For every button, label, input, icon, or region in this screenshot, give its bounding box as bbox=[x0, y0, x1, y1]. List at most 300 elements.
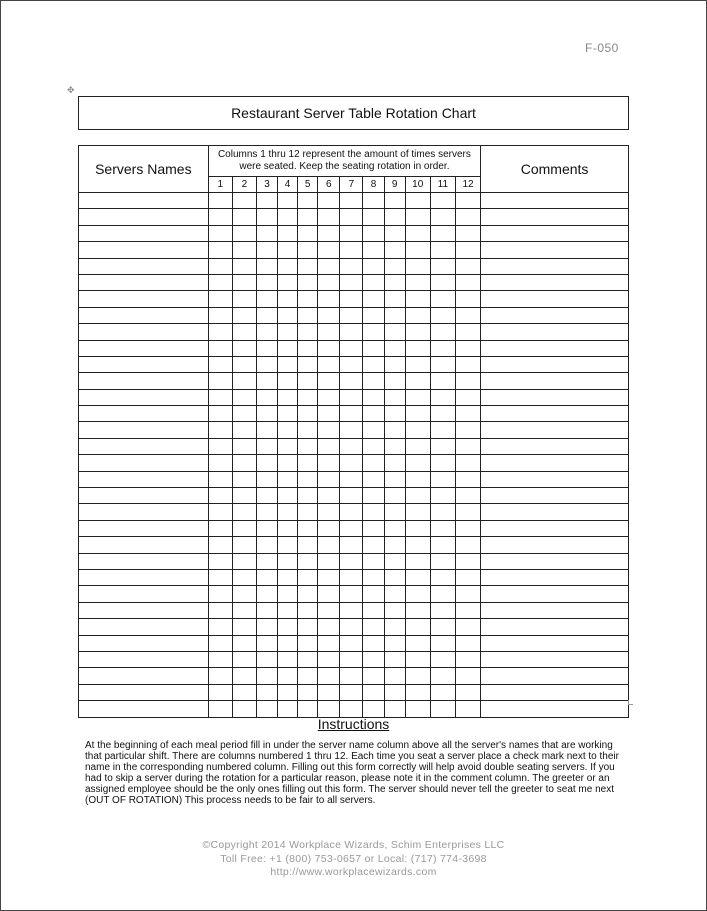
seating-count-cell[interactable] bbox=[208, 274, 232, 290]
seating-count-cell[interactable] bbox=[455, 651, 480, 667]
seating-count-cell[interactable] bbox=[208, 537, 232, 553]
seating-count-cell[interactable] bbox=[455, 274, 480, 290]
server-name-cell[interactable] bbox=[79, 340, 209, 356]
seating-count-cell[interactable] bbox=[256, 389, 277, 405]
server-name-cell[interactable] bbox=[79, 553, 209, 569]
seating-count-cell[interactable] bbox=[455, 438, 480, 454]
seating-count-cell[interactable] bbox=[363, 242, 384, 258]
seating-count-cell[interactable] bbox=[430, 668, 455, 684]
seating-count-cell[interactable] bbox=[232, 537, 256, 553]
seating-count-cell[interactable] bbox=[430, 406, 455, 422]
seating-count-cell[interactable] bbox=[232, 455, 256, 471]
comment-cell[interactable] bbox=[481, 471, 629, 487]
seating-count-cell[interactable] bbox=[340, 488, 363, 504]
server-name-cell[interactable] bbox=[79, 291, 209, 307]
comment-cell[interactable] bbox=[481, 619, 629, 635]
seating-count-cell[interactable] bbox=[455, 406, 480, 422]
seating-count-cell[interactable] bbox=[298, 389, 318, 405]
comment-cell[interactable] bbox=[481, 373, 629, 389]
seating-count-cell[interactable] bbox=[232, 373, 256, 389]
seating-count-cell[interactable] bbox=[318, 291, 340, 307]
seating-count-cell[interactable] bbox=[455, 193, 480, 209]
seating-count-cell[interactable] bbox=[208, 258, 232, 274]
seating-count-cell[interactable] bbox=[455, 569, 480, 585]
seating-count-cell[interactable] bbox=[430, 438, 455, 454]
seating-count-cell[interactable] bbox=[298, 422, 318, 438]
seating-count-cell[interactable] bbox=[340, 225, 363, 241]
seating-count-cell[interactable] bbox=[278, 569, 298, 585]
server-name-cell[interactable] bbox=[79, 193, 209, 209]
seating-count-cell[interactable] bbox=[318, 324, 340, 340]
seating-count-cell[interactable] bbox=[298, 193, 318, 209]
seating-count-cell[interactable] bbox=[232, 619, 256, 635]
seating-count-cell[interactable] bbox=[298, 209, 318, 225]
seating-count-cell[interactable] bbox=[384, 569, 405, 585]
seating-count-cell[interactable] bbox=[430, 291, 455, 307]
comment-cell[interactable] bbox=[481, 438, 629, 454]
seating-count-cell[interactable] bbox=[363, 389, 384, 405]
seating-count-cell[interactable] bbox=[363, 422, 384, 438]
seating-count-cell[interactable] bbox=[430, 455, 455, 471]
seating-count-cell[interactable] bbox=[340, 684, 363, 700]
comment-cell[interactable] bbox=[481, 356, 629, 372]
seating-count-cell[interactable] bbox=[340, 602, 363, 618]
server-name-cell[interactable] bbox=[79, 242, 209, 258]
seating-count-cell[interactable] bbox=[256, 586, 277, 602]
seating-count-cell[interactable] bbox=[363, 373, 384, 389]
comment-cell[interactable] bbox=[481, 242, 629, 258]
seating-count-cell[interactable] bbox=[256, 209, 277, 225]
seating-count-cell[interactable] bbox=[298, 324, 318, 340]
seating-count-cell[interactable] bbox=[455, 701, 480, 717]
seating-count-cell[interactable] bbox=[363, 324, 384, 340]
seating-count-cell[interactable] bbox=[278, 307, 298, 323]
seating-count-cell[interactable] bbox=[430, 569, 455, 585]
seating-count-cell[interactable] bbox=[430, 488, 455, 504]
seating-count-cell[interactable] bbox=[298, 242, 318, 258]
seating-count-cell[interactable] bbox=[455, 635, 480, 651]
seating-count-cell[interactable] bbox=[298, 406, 318, 422]
seating-count-cell[interactable] bbox=[208, 701, 232, 717]
seating-count-cell[interactable] bbox=[405, 242, 430, 258]
comment-cell[interactable] bbox=[481, 520, 629, 536]
seating-count-cell[interactable] bbox=[232, 438, 256, 454]
seating-count-cell[interactable] bbox=[298, 438, 318, 454]
seating-count-cell[interactable] bbox=[405, 569, 430, 585]
seating-count-cell[interactable] bbox=[256, 569, 277, 585]
seating-count-cell[interactable] bbox=[384, 553, 405, 569]
seating-count-cell[interactable] bbox=[318, 455, 340, 471]
seating-count-cell[interactable] bbox=[232, 225, 256, 241]
seating-count-cell[interactable] bbox=[430, 619, 455, 635]
seating-count-cell[interactable] bbox=[256, 406, 277, 422]
seating-count-cell[interactable] bbox=[278, 274, 298, 290]
seating-count-cell[interactable] bbox=[232, 291, 256, 307]
seating-count-cell[interactable] bbox=[340, 701, 363, 717]
seating-count-cell[interactable] bbox=[405, 406, 430, 422]
seating-count-cell[interactable] bbox=[278, 619, 298, 635]
seating-count-cell[interactable] bbox=[232, 324, 256, 340]
seating-count-cell[interactable] bbox=[340, 209, 363, 225]
server-name-cell[interactable] bbox=[79, 701, 209, 717]
seating-count-cell[interactable] bbox=[363, 586, 384, 602]
seating-count-cell[interactable] bbox=[298, 619, 318, 635]
seating-count-cell[interactable] bbox=[363, 569, 384, 585]
server-name-cell[interactable] bbox=[79, 488, 209, 504]
seating-count-cell[interactable] bbox=[278, 389, 298, 405]
seating-count-cell[interactable] bbox=[405, 209, 430, 225]
seating-count-cell[interactable] bbox=[208, 635, 232, 651]
seating-count-cell[interactable] bbox=[232, 406, 256, 422]
seating-count-cell[interactable] bbox=[256, 520, 277, 536]
server-name-cell[interactable] bbox=[79, 209, 209, 225]
seating-count-cell[interactable] bbox=[232, 602, 256, 618]
seating-count-cell[interactable] bbox=[405, 701, 430, 717]
server-name-cell[interactable] bbox=[79, 438, 209, 454]
seating-count-cell[interactable] bbox=[298, 488, 318, 504]
seating-count-cell[interactable] bbox=[363, 602, 384, 618]
seating-count-cell[interactable] bbox=[256, 373, 277, 389]
seating-count-cell[interactable] bbox=[232, 504, 256, 520]
seating-count-cell[interactable] bbox=[318, 504, 340, 520]
seating-count-cell[interactable] bbox=[340, 455, 363, 471]
seating-count-cell[interactable] bbox=[384, 406, 405, 422]
seating-count-cell[interactable] bbox=[318, 406, 340, 422]
seating-count-cell[interactable] bbox=[363, 684, 384, 700]
seating-count-cell[interactable] bbox=[256, 668, 277, 684]
seating-count-cell[interactable] bbox=[340, 569, 363, 585]
seating-count-cell[interactable] bbox=[455, 389, 480, 405]
seating-count-cell[interactable] bbox=[405, 520, 430, 536]
seating-count-cell[interactable] bbox=[455, 471, 480, 487]
seating-count-cell[interactable] bbox=[232, 651, 256, 667]
seating-count-cell[interactable] bbox=[405, 438, 430, 454]
seating-count-cell[interactable] bbox=[278, 635, 298, 651]
footer-url[interactable]: http://www.workplacewizards.com bbox=[270, 866, 437, 878]
seating-count-cell[interactable] bbox=[384, 602, 405, 618]
seating-count-cell[interactable] bbox=[256, 242, 277, 258]
seating-count-cell[interactable] bbox=[318, 586, 340, 602]
seating-count-cell[interactable] bbox=[340, 537, 363, 553]
seating-count-cell[interactable] bbox=[256, 455, 277, 471]
seating-count-cell[interactable] bbox=[318, 488, 340, 504]
comment-cell[interactable] bbox=[481, 193, 629, 209]
server-name-cell[interactable] bbox=[79, 225, 209, 241]
seating-count-cell[interactable] bbox=[340, 291, 363, 307]
server-name-cell[interactable] bbox=[79, 602, 209, 618]
seating-count-cell[interactable] bbox=[430, 504, 455, 520]
seating-count-cell[interactable] bbox=[384, 242, 405, 258]
seating-count-cell[interactable] bbox=[278, 373, 298, 389]
seating-count-cell[interactable] bbox=[430, 340, 455, 356]
seating-count-cell[interactable] bbox=[278, 438, 298, 454]
seating-count-cell[interactable] bbox=[256, 438, 277, 454]
seating-count-cell[interactable] bbox=[232, 258, 256, 274]
seating-count-cell[interactable] bbox=[208, 520, 232, 536]
seating-count-cell[interactable] bbox=[208, 602, 232, 618]
seating-count-cell[interactable] bbox=[318, 651, 340, 667]
server-name-cell[interactable] bbox=[79, 422, 209, 438]
seating-count-cell[interactable] bbox=[298, 307, 318, 323]
seating-count-cell[interactable] bbox=[363, 537, 384, 553]
seating-count-cell[interactable] bbox=[430, 324, 455, 340]
seating-count-cell[interactable] bbox=[455, 619, 480, 635]
seating-count-cell[interactable] bbox=[363, 291, 384, 307]
comment-cell[interactable] bbox=[481, 406, 629, 422]
seating-count-cell[interactable] bbox=[384, 651, 405, 667]
seating-count-cell[interactable] bbox=[455, 307, 480, 323]
seating-count-cell[interactable] bbox=[208, 438, 232, 454]
comment-cell[interactable] bbox=[481, 569, 629, 585]
comment-cell[interactable] bbox=[481, 701, 629, 717]
seating-count-cell[interactable] bbox=[208, 209, 232, 225]
seating-count-cell[interactable] bbox=[278, 586, 298, 602]
seating-count-cell[interactable] bbox=[384, 389, 405, 405]
seating-count-cell[interactable] bbox=[430, 389, 455, 405]
seating-count-cell[interactable] bbox=[405, 537, 430, 553]
seating-count-cell[interactable] bbox=[455, 258, 480, 274]
server-name-cell[interactable] bbox=[79, 455, 209, 471]
seating-count-cell[interactable] bbox=[256, 488, 277, 504]
seating-count-cell[interactable] bbox=[256, 471, 277, 487]
seating-count-cell[interactable] bbox=[318, 569, 340, 585]
seating-count-cell[interactable] bbox=[455, 209, 480, 225]
server-name-cell[interactable] bbox=[79, 684, 209, 700]
seating-count-cell[interactable] bbox=[405, 668, 430, 684]
comment-cell[interactable] bbox=[481, 340, 629, 356]
seating-count-cell[interactable] bbox=[208, 651, 232, 667]
seating-count-cell[interactable] bbox=[455, 242, 480, 258]
seating-count-cell[interactable] bbox=[278, 668, 298, 684]
seating-count-cell[interactable] bbox=[405, 291, 430, 307]
seating-count-cell[interactable] bbox=[340, 356, 363, 372]
seating-count-cell[interactable] bbox=[318, 389, 340, 405]
seating-count-cell[interactable] bbox=[278, 242, 298, 258]
seating-count-cell[interactable] bbox=[256, 307, 277, 323]
comment-cell[interactable] bbox=[481, 586, 629, 602]
seating-count-cell[interactable] bbox=[256, 635, 277, 651]
seating-count-cell[interactable] bbox=[405, 651, 430, 667]
seating-count-cell[interactable] bbox=[232, 471, 256, 487]
seating-count-cell[interactable] bbox=[318, 537, 340, 553]
comment-cell[interactable] bbox=[481, 602, 629, 618]
server-name-cell[interactable] bbox=[79, 504, 209, 520]
seating-count-cell[interactable] bbox=[232, 569, 256, 585]
seating-count-cell[interactable] bbox=[363, 258, 384, 274]
seating-count-cell[interactable] bbox=[256, 422, 277, 438]
seating-count-cell[interactable] bbox=[298, 586, 318, 602]
seating-count-cell[interactable] bbox=[318, 635, 340, 651]
seating-count-cell[interactable] bbox=[208, 307, 232, 323]
seating-count-cell[interactable] bbox=[405, 340, 430, 356]
seating-count-cell[interactable] bbox=[455, 602, 480, 618]
seating-count-cell[interactable] bbox=[363, 274, 384, 290]
seating-count-cell[interactable] bbox=[363, 619, 384, 635]
seating-count-cell[interactable] bbox=[363, 307, 384, 323]
seating-count-cell[interactable] bbox=[298, 651, 318, 667]
seating-count-cell[interactable] bbox=[455, 422, 480, 438]
seating-count-cell[interactable] bbox=[384, 340, 405, 356]
seating-count-cell[interactable] bbox=[298, 455, 318, 471]
comment-cell[interactable] bbox=[481, 324, 629, 340]
seating-count-cell[interactable] bbox=[232, 340, 256, 356]
seating-count-cell[interactable] bbox=[278, 537, 298, 553]
seating-count-cell[interactable] bbox=[340, 438, 363, 454]
seating-count-cell[interactable] bbox=[256, 701, 277, 717]
seating-count-cell[interactable] bbox=[384, 619, 405, 635]
seating-count-cell[interactable] bbox=[340, 651, 363, 667]
seating-count-cell[interactable] bbox=[318, 193, 340, 209]
comment-cell[interactable] bbox=[481, 635, 629, 651]
seating-count-cell[interactable] bbox=[455, 373, 480, 389]
seating-count-cell[interactable] bbox=[318, 684, 340, 700]
seating-count-cell[interactable] bbox=[340, 422, 363, 438]
seating-count-cell[interactable] bbox=[256, 356, 277, 372]
comment-cell[interactable] bbox=[481, 553, 629, 569]
comment-cell[interactable] bbox=[481, 668, 629, 684]
seating-count-cell[interactable] bbox=[455, 356, 480, 372]
seating-count-cell[interactable] bbox=[363, 668, 384, 684]
seating-count-cell[interactable] bbox=[318, 340, 340, 356]
seating-count-cell[interactable] bbox=[298, 553, 318, 569]
seating-count-cell[interactable] bbox=[298, 504, 318, 520]
seating-count-cell[interactable] bbox=[384, 635, 405, 651]
seating-count-cell[interactable] bbox=[232, 274, 256, 290]
seating-count-cell[interactable] bbox=[430, 684, 455, 700]
seating-count-cell[interactable] bbox=[278, 225, 298, 241]
seating-count-cell[interactable] bbox=[455, 520, 480, 536]
seating-count-cell[interactable] bbox=[363, 340, 384, 356]
seating-count-cell[interactable] bbox=[455, 504, 480, 520]
seating-count-cell[interactable] bbox=[256, 651, 277, 667]
seating-count-cell[interactable] bbox=[384, 373, 405, 389]
seating-count-cell[interactable] bbox=[405, 684, 430, 700]
seating-count-cell[interactable] bbox=[340, 389, 363, 405]
seating-count-cell[interactable] bbox=[405, 422, 430, 438]
seating-count-cell[interactable] bbox=[340, 586, 363, 602]
seating-count-cell[interactable] bbox=[363, 471, 384, 487]
seating-count-cell[interactable] bbox=[278, 356, 298, 372]
server-name-cell[interactable] bbox=[79, 635, 209, 651]
seating-count-cell[interactable] bbox=[384, 668, 405, 684]
seating-count-cell[interactable] bbox=[384, 291, 405, 307]
seating-count-cell[interactable] bbox=[208, 471, 232, 487]
comment-cell[interactable] bbox=[481, 258, 629, 274]
seating-count-cell[interactable] bbox=[384, 684, 405, 700]
seating-count-cell[interactable] bbox=[430, 422, 455, 438]
seating-count-cell[interactable] bbox=[405, 258, 430, 274]
seating-count-cell[interactable] bbox=[278, 471, 298, 487]
seating-count-cell[interactable] bbox=[318, 422, 340, 438]
seating-count-cell[interactable] bbox=[430, 602, 455, 618]
comment-cell[interactable] bbox=[481, 488, 629, 504]
server-name-cell[interactable] bbox=[79, 668, 209, 684]
seating-count-cell[interactable] bbox=[405, 602, 430, 618]
server-name-cell[interactable] bbox=[79, 651, 209, 667]
server-name-cell[interactable] bbox=[79, 586, 209, 602]
seating-count-cell[interactable] bbox=[340, 619, 363, 635]
seating-count-cell[interactable] bbox=[405, 553, 430, 569]
comment-cell[interactable] bbox=[481, 274, 629, 290]
comment-cell[interactable] bbox=[481, 537, 629, 553]
seating-count-cell[interactable] bbox=[278, 684, 298, 700]
seating-count-cell[interactable] bbox=[232, 635, 256, 651]
server-name-cell[interactable] bbox=[79, 389, 209, 405]
seating-count-cell[interactable] bbox=[298, 569, 318, 585]
move-handle-icon[interactable]: ✥ bbox=[67, 85, 75, 95]
seating-count-cell[interactable] bbox=[318, 225, 340, 241]
seating-count-cell[interactable] bbox=[384, 504, 405, 520]
seating-count-cell[interactable] bbox=[384, 701, 405, 717]
comment-cell[interactable] bbox=[481, 307, 629, 323]
seating-count-cell[interactable] bbox=[256, 537, 277, 553]
seating-count-cell[interactable] bbox=[232, 520, 256, 536]
seating-count-cell[interactable] bbox=[455, 537, 480, 553]
server-name-cell[interactable] bbox=[79, 569, 209, 585]
seating-count-cell[interactable] bbox=[384, 438, 405, 454]
seating-count-cell[interactable] bbox=[363, 209, 384, 225]
server-name-cell[interactable] bbox=[79, 274, 209, 290]
seating-count-cell[interactable] bbox=[208, 619, 232, 635]
seating-count-cell[interactable] bbox=[430, 209, 455, 225]
seating-count-cell[interactable] bbox=[298, 471, 318, 487]
seating-count-cell[interactable] bbox=[384, 520, 405, 536]
seating-count-cell[interactable] bbox=[384, 258, 405, 274]
seating-count-cell[interactable] bbox=[256, 193, 277, 209]
seating-count-cell[interactable] bbox=[278, 701, 298, 717]
seating-count-cell[interactable] bbox=[430, 225, 455, 241]
seating-count-cell[interactable] bbox=[340, 193, 363, 209]
seating-count-cell[interactable] bbox=[455, 291, 480, 307]
seating-count-cell[interactable] bbox=[318, 356, 340, 372]
seating-count-cell[interactable] bbox=[340, 242, 363, 258]
seating-count-cell[interactable] bbox=[455, 455, 480, 471]
seating-count-cell[interactable] bbox=[340, 471, 363, 487]
seating-count-cell[interactable] bbox=[208, 586, 232, 602]
seating-count-cell[interactable] bbox=[318, 668, 340, 684]
seating-count-cell[interactable] bbox=[405, 504, 430, 520]
seating-count-cell[interactable] bbox=[405, 455, 430, 471]
seating-count-cell[interactable] bbox=[256, 602, 277, 618]
seating-count-cell[interactable] bbox=[298, 274, 318, 290]
seating-count-cell[interactable] bbox=[455, 684, 480, 700]
seating-count-cell[interactable] bbox=[430, 520, 455, 536]
seating-count-cell[interactable] bbox=[455, 488, 480, 504]
seating-count-cell[interactable] bbox=[384, 274, 405, 290]
seating-count-cell[interactable] bbox=[384, 209, 405, 225]
seating-count-cell[interactable] bbox=[232, 586, 256, 602]
seating-count-cell[interactable] bbox=[384, 455, 405, 471]
seating-count-cell[interactable] bbox=[384, 356, 405, 372]
seating-count-cell[interactable] bbox=[232, 422, 256, 438]
seating-count-cell[interactable] bbox=[318, 307, 340, 323]
seating-count-cell[interactable] bbox=[256, 324, 277, 340]
seating-count-cell[interactable] bbox=[278, 488, 298, 504]
seating-count-cell[interactable] bbox=[256, 291, 277, 307]
seating-count-cell[interactable] bbox=[318, 471, 340, 487]
seating-count-cell[interactable] bbox=[430, 258, 455, 274]
seating-count-cell[interactable] bbox=[363, 455, 384, 471]
seating-count-cell[interactable] bbox=[384, 537, 405, 553]
seating-count-cell[interactable] bbox=[208, 668, 232, 684]
seating-count-cell[interactable] bbox=[455, 586, 480, 602]
seating-count-cell[interactable] bbox=[430, 356, 455, 372]
seating-count-cell[interactable] bbox=[405, 373, 430, 389]
seating-count-cell[interactable] bbox=[363, 651, 384, 667]
seating-count-cell[interactable] bbox=[363, 225, 384, 241]
seating-count-cell[interactable] bbox=[208, 684, 232, 700]
seating-count-cell[interactable] bbox=[318, 209, 340, 225]
